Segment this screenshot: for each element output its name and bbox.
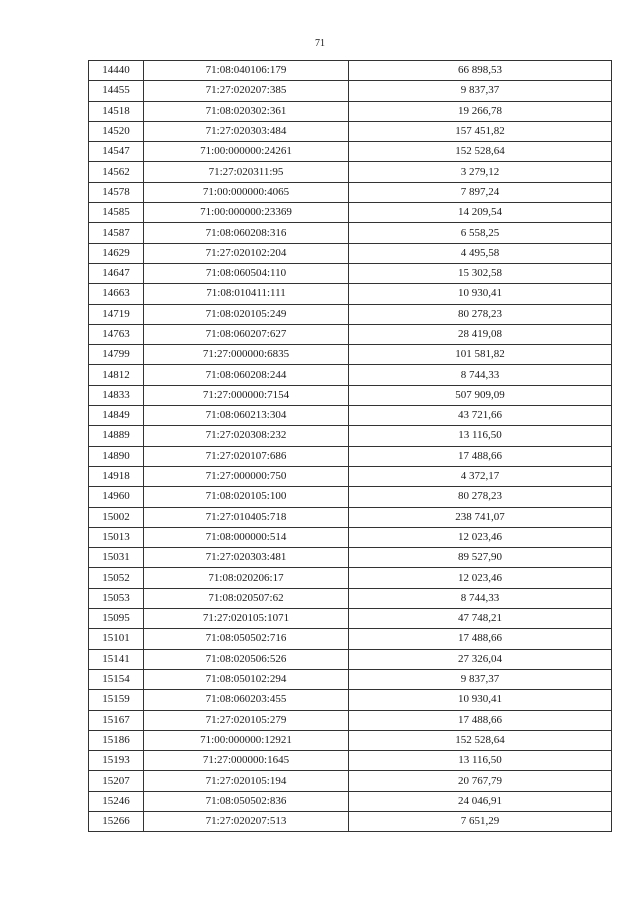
cadastral-number-cell: 71:27:020105:194 (144, 771, 349, 791)
row-number-cell: 14663 (89, 284, 144, 304)
row-number-cell: 14799 (89, 345, 144, 365)
cadastral-number-cell: 71:08:060207:627 (144, 324, 349, 344)
cadastral-number-cell: 71:08:020302:361 (144, 101, 349, 121)
table-body (89, 61, 612, 832)
value-cell: 3 279,12 (349, 162, 612, 182)
table-row (89, 588, 612, 608)
table-row (89, 771, 612, 791)
table-row (89, 811, 612, 831)
cadastral-number-cell: 71:27:020105:1071 (144, 609, 349, 629)
cadastral-number-cell: 71:08:040106:179 (144, 61, 349, 81)
value-cell: 13 116,50 (349, 751, 612, 771)
cadastral-number-cell: 71:08:060203:455 (144, 690, 349, 710)
value-cell: 507 909,09 (349, 385, 612, 405)
value-cell: 6 558,25 (349, 223, 612, 243)
table-row (89, 162, 612, 182)
row-number-cell: 14518 (89, 101, 144, 121)
row-number-cell: 15246 (89, 791, 144, 811)
cadastral-number-cell: 71:08:060504:110 (144, 263, 349, 283)
row-number-cell: 14890 (89, 446, 144, 466)
cadastral-number-cell: 71:27:000000:750 (144, 466, 349, 486)
cadastral-number-cell: 71:27:020311:95 (144, 162, 349, 182)
cadastral-number-cell: 71:27:020303:484 (144, 121, 349, 141)
cadastral-number-cell: 71:27:020308:232 (144, 426, 349, 446)
value-cell: 4 495,58 (349, 243, 612, 263)
value-cell: 8 744,33 (349, 588, 612, 608)
row-number-cell: 14585 (89, 203, 144, 223)
cadastral-number-cell: 71:08:060208:244 (144, 365, 349, 385)
table-row (89, 466, 612, 486)
table-row (89, 284, 612, 304)
table-row (89, 81, 612, 101)
row-number-cell: 15159 (89, 690, 144, 710)
row-number-cell: 15186 (89, 730, 144, 750)
table-row (89, 61, 612, 81)
value-cell: 20 767,79 (349, 771, 612, 791)
value-cell: 101 581,82 (349, 345, 612, 365)
table-row (89, 223, 612, 243)
value-cell: 9 837,37 (349, 81, 612, 101)
value-cell: 12 023,46 (349, 568, 612, 588)
value-cell: 7 897,24 (349, 182, 612, 202)
cadastral-number-cell: 71:27:000000:1645 (144, 751, 349, 771)
cadastral-number-cell: 71:27:020105:279 (144, 710, 349, 730)
value-cell: 80 278,23 (349, 487, 612, 507)
table-row (89, 182, 612, 202)
value-cell: 7 651,29 (349, 811, 612, 831)
table-row (89, 710, 612, 730)
cadastral-number-cell: 71:00:000000:23369 (144, 203, 349, 223)
value-cell: 27 326,04 (349, 649, 612, 669)
table-row (89, 487, 612, 507)
value-cell: 10 930,41 (349, 284, 612, 304)
table-row (89, 426, 612, 446)
value-cell: 12 023,46 (349, 527, 612, 547)
row-number-cell: 14647 (89, 263, 144, 283)
row-number-cell: 15052 (89, 568, 144, 588)
row-number-cell: 15167 (89, 710, 144, 730)
cadastral-number-cell: 71:08:060208:316 (144, 223, 349, 243)
table-row (89, 406, 612, 426)
table-row (89, 365, 612, 385)
registry-table (88, 60, 612, 832)
cadastral-number-cell: 71:27:020207:513 (144, 811, 349, 831)
row-number-cell: 14578 (89, 182, 144, 202)
value-cell: 89 527,90 (349, 548, 612, 568)
value-cell: 17 488,66 (349, 710, 612, 730)
value-cell: 24 046,91 (349, 791, 612, 811)
value-cell: 43 721,66 (349, 406, 612, 426)
table-row (89, 629, 612, 649)
value-cell: 14 209,54 (349, 203, 612, 223)
table-row (89, 324, 612, 344)
row-number-cell: 14849 (89, 406, 144, 426)
table-row (89, 203, 612, 223)
row-number-cell: 14960 (89, 487, 144, 507)
value-cell: 157 451,82 (349, 121, 612, 141)
cadastral-number-cell: 71:27:020303:481 (144, 548, 349, 568)
value-cell: 17 488,66 (349, 629, 612, 649)
table-row (89, 304, 612, 324)
cadastral-number-cell: 71:08:020206:17 (144, 568, 349, 588)
cadastral-number-cell: 71:08:010411:111 (144, 284, 349, 304)
row-number-cell: 15053 (89, 588, 144, 608)
row-number-cell: 15266 (89, 811, 144, 831)
row-number-cell: 14629 (89, 243, 144, 263)
table-row (89, 791, 612, 811)
value-cell: 9 837,37 (349, 669, 612, 689)
row-number-cell: 14719 (89, 304, 144, 324)
row-number-cell: 14889 (89, 426, 144, 446)
row-number-cell: 14587 (89, 223, 144, 243)
table-row (89, 730, 612, 750)
row-number-cell: 14562 (89, 162, 144, 182)
value-cell: 152 528,64 (349, 730, 612, 750)
cadastral-number-cell: 71:08:020105:249 (144, 304, 349, 324)
value-cell: 238 741,07 (349, 507, 612, 527)
table-row (89, 609, 612, 629)
value-cell: 15 302,58 (349, 263, 612, 283)
value-cell: 13 116,50 (349, 426, 612, 446)
cadastral-number-cell: 71:08:060213:304 (144, 406, 349, 426)
table-row (89, 751, 612, 771)
row-number-cell: 15013 (89, 527, 144, 547)
value-cell: 152 528,64 (349, 142, 612, 162)
table-row (89, 121, 612, 141)
table-row (89, 385, 612, 405)
cadastral-number-cell: 71:08:020506:526 (144, 649, 349, 669)
value-cell: 10 930,41 (349, 690, 612, 710)
cadastral-number-cell: 71:08:050502:836 (144, 791, 349, 811)
cadastral-number-cell: 71:00:000000:4065 (144, 182, 349, 202)
row-number-cell: 15141 (89, 649, 144, 669)
row-number-cell: 14763 (89, 324, 144, 344)
row-number-cell: 14455 (89, 81, 144, 101)
table-row (89, 548, 612, 568)
cadastral-number-cell: 71:08:050102:294 (144, 669, 349, 689)
cadastral-number-cell: 71:08:050502:716 (144, 629, 349, 649)
row-number-cell: 15002 (89, 507, 144, 527)
cadastral-number-cell: 71:27:000000:7154 (144, 385, 349, 405)
table-row (89, 690, 612, 710)
row-number-cell: 14833 (89, 385, 144, 405)
value-cell: 19 266,78 (349, 101, 612, 121)
cadastral-number-cell: 71:08:000000:514 (144, 527, 349, 547)
cadastral-number-cell: 71:08:020507:62 (144, 588, 349, 608)
row-number-cell: 15154 (89, 669, 144, 689)
value-cell: 47 748,21 (349, 609, 612, 629)
table-row (89, 649, 612, 669)
cadastral-number-cell: 71:00:000000:24261 (144, 142, 349, 162)
row-number-cell: 14547 (89, 142, 144, 162)
row-number-cell: 15207 (89, 771, 144, 791)
value-cell: 80 278,23 (349, 304, 612, 324)
table-row (89, 446, 612, 466)
row-number-cell: 14812 (89, 365, 144, 385)
cadastral-number-cell: 71:27:020107:686 (144, 446, 349, 466)
value-cell: 17 488,66 (349, 446, 612, 466)
row-number-cell: 14440 (89, 61, 144, 81)
value-cell: 66 898,53 (349, 61, 612, 81)
value-cell: 8 744,33 (349, 365, 612, 385)
cadastral-number-cell: 71:27:020102:204 (144, 243, 349, 263)
table-row (89, 669, 612, 689)
table-row (89, 101, 612, 121)
row-number-cell: 15193 (89, 751, 144, 771)
page-number: 71 (315, 38, 325, 49)
row-number-cell: 14520 (89, 121, 144, 141)
cadastral-number-cell: 71:27:020207:385 (144, 81, 349, 101)
table-row (89, 263, 612, 283)
value-cell: 4 372,17 (349, 466, 612, 486)
row-number-cell: 15101 (89, 629, 144, 649)
table-row (89, 527, 612, 547)
table-row (89, 345, 612, 365)
row-number-cell: 14918 (89, 466, 144, 486)
table-row (89, 568, 612, 588)
cadastral-number-cell: 71:27:010405:718 (144, 507, 349, 527)
row-number-cell: 15031 (89, 548, 144, 568)
cadastral-number-cell: 71:27:000000:6835 (144, 345, 349, 365)
value-cell: 28 419,08 (349, 324, 612, 344)
row-number-cell: 15095 (89, 609, 144, 629)
cadastral-number-cell: 71:00:000000:12921 (144, 730, 349, 750)
table-row (89, 507, 612, 527)
table-row (89, 142, 612, 162)
table-row (89, 243, 612, 263)
cadastral-number-cell: 71:08:020105:100 (144, 487, 349, 507)
